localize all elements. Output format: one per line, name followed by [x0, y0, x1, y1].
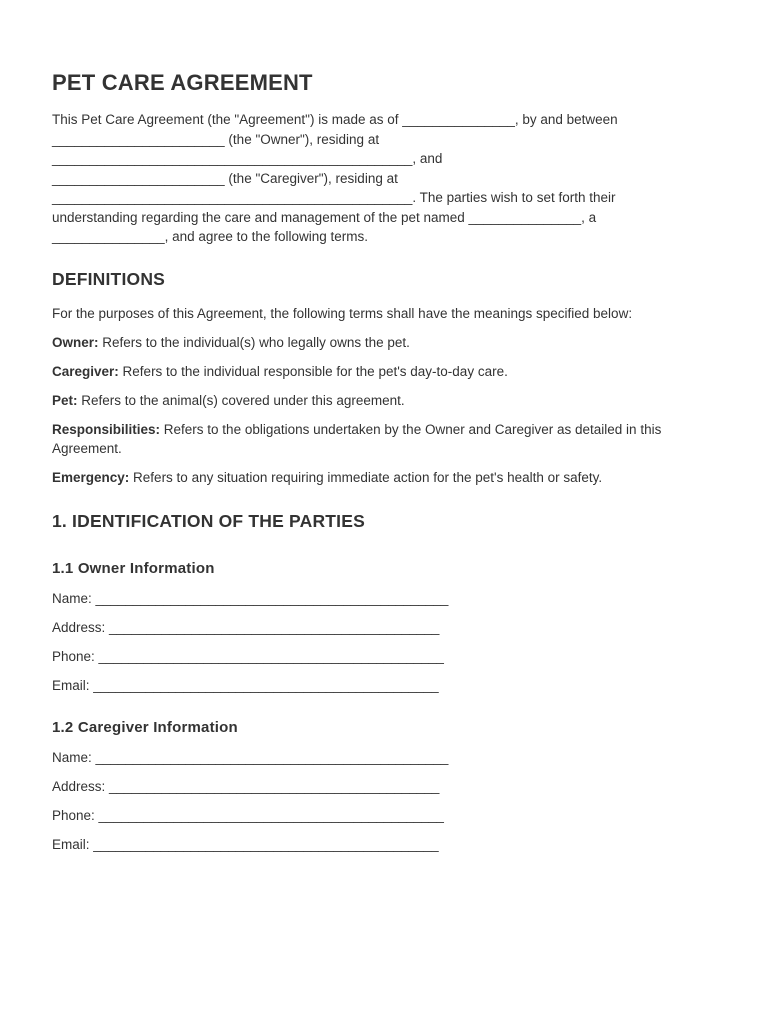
caregiver-name-field[interactable]: [52, 748, 722, 767]
definition-text: Refers to the animal(s) covered under this agreement.: [77, 392, 405, 408]
field-label: Email:: [52, 836, 90, 852]
field-label: Address:: [52, 778, 106, 794]
definition-responsibilities: [52, 420, 722, 458]
definition-text: Refers to the obligations undertaken by the Owner and Caregiver as detailed in this Agreement.: [52, 421, 662, 456]
blank-line[interactable]: ______________________________________________: [89, 836, 439, 852]
definition-text: Refers to any situation requiring immediate action for the pet's health or safety.: [129, 469, 603, 485]
blank-line[interactable]: _______________________________________________: [91, 749, 449, 765]
spacer: [52, 705, 722, 719]
field-label: Name:: [52, 749, 92, 765]
definition-emergency: [52, 468, 722, 487]
field-label: Name:: [52, 590, 92, 606]
section1-heading: 1. IDENTIFICATION OF THE PARTIES: [52, 510, 365, 531]
definition-term: Responsibilities:: [52, 421, 161, 437]
document-page: [52, 70, 722, 864]
definition-caregiver: [52, 362, 722, 381]
caregiver-address-field[interactable]: [52, 777, 722, 796]
field-label: Address:: [52, 619, 106, 635]
caregiver-info-heading: 1.2 Caregiver Information: [52, 718, 238, 736]
owner-phone-field[interactable]: [52, 647, 722, 666]
blank-line[interactable]: ____________________________________________: [105, 778, 440, 794]
blank-line[interactable]: ______________________________________________: [89, 677, 439, 693]
blank-line[interactable]: ____________________________________________: [105, 619, 440, 635]
owner-name-field[interactable]: [52, 589, 722, 608]
blank-line[interactable]: _______________________________________________: [91, 590, 449, 606]
owner-info-heading: 1.1 Owner Information: [52, 559, 215, 577]
definitions-heading: DEFINITIONS: [52, 268, 166, 289]
caregiver-email-field[interactable]: [52, 835, 722, 854]
definition-term: Caregiver:: [52, 363, 119, 379]
caregiver-phone-field[interactable]: [52, 806, 722, 825]
document-title: PET CARE AGREEMENT: [52, 70, 313, 95]
owner-address-field[interactable]: [52, 618, 722, 637]
definition-term: Owner:: [52, 334, 99, 350]
field-label: Phone:: [52, 807, 95, 823]
definition-term: Emergency:: [52, 469, 130, 485]
definition-owner: [52, 333, 722, 352]
intro-paragraph: This Pet Care Agreement (the "Agreement") is made as of _______________, by and between _______________________ (the "Owner"), residing at ________________________________________________, and _______________________ (the "Caregiver"), residing at ________________________________________________. The parties wish to set forth their understanding regarding the care and management of the pet named _______________, a _______________, and agree to the following terms.: [52, 112, 618, 244]
definition-text: Refers to the individual responsible for the pet's day-to-day care.: [118, 363, 508, 379]
field-label: Email:: [52, 677, 90, 693]
owner-email-field[interactable]: [52, 676, 722, 695]
blank-line[interactable]: ______________________________________________: [94, 807, 444, 823]
definition-term: Pet:: [52, 392, 78, 408]
definition-pet: [52, 391, 722, 410]
blank-line[interactable]: ______________________________________________: [94, 648, 444, 664]
field-label: Phone:: [52, 648, 95, 664]
definition-text: Refers to the individual(s) who legally owns the pet.: [98, 334, 410, 350]
definitions-lead: For the purposes of this Agreement, the following terms shall have the meanings specified below:: [52, 305, 633, 321]
